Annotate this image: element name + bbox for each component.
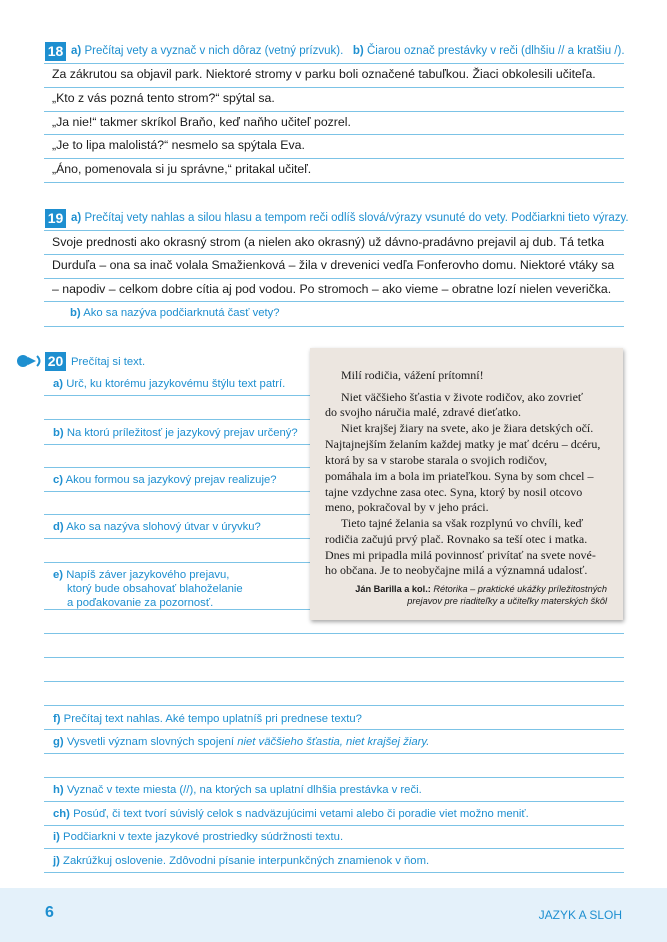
task-20b-text: Na ktorú príležitosť je jazykový prejav určený?: [66, 427, 298, 439]
letter-line: tajne vzdychne zasa otec. Syna, ktorý by nosil otcovo: [325, 485, 583, 499]
letter-source-author: Ján Barilla a kol.:: [355, 584, 431, 594]
task-20e-marker: e): [53, 569, 64, 581]
task-19-instruction: [71, 212, 629, 224]
ruled-line: [44, 633, 624, 634]
ruled-line: [44, 609, 310, 610]
ruled-line: [44, 729, 624, 730]
ruled-line: [44, 134, 624, 135]
task-20ch-text: Posúď, či text tvorí súvislý celok s nadväzujúcimi vetami alebo či poradie viet možno meniť.: [73, 808, 529, 820]
task-19-line-2: Durduľa – ona sa inač volala Smažienková – žila v drevenici vedľa Fonferovho domu. Niektoré vtáky sa: [52, 258, 615, 272]
task-19a-text: Prečítaj vety nahlas a silou hlasu a tempom reči odlíš slová/výrazy vsunuté do vety. Podčiarkni tieto výrazy.: [84, 212, 629, 224]
letter-line: pomáhala im a bola im priateľkou. Syna by som chcel –: [325, 469, 594, 483]
letter-text-panel: [310, 348, 623, 620]
ruled-line: [44, 87, 624, 88]
task-20f: [53, 713, 362, 725]
ruled-line: [44, 230, 624, 231]
task-18-line-2: „Kto z vás pozná tento strom?“ spýtal sa.: [52, 91, 275, 105]
task-18a-text: Prečítaj vety a vyznač v nich dôraz (vetný prízvuk).: [84, 45, 344, 57]
task-20h-marker: h): [53, 784, 64, 796]
task-19a-marker: a): [71, 212, 82, 224]
page-number: 6: [45, 904, 54, 921]
task-20i-marker: i): [53, 831, 60, 843]
letter-source-line-2: [407, 596, 607, 606]
letter-line: ho občana. Je to neobyčajne milá a významná udalosť.: [325, 563, 588, 577]
task-20g-marker: g): [53, 736, 64, 748]
letter-line: Dnes mi pripadla milá povinnosť privítať na svete nové-: [325, 548, 596, 562]
letter-source-title: Rétorika – praktické ukážky príležitostných: [433, 584, 607, 594]
ruled-line: [44, 872, 624, 873]
task-number-20: 20: [45, 352, 66, 371]
task-20b-marker: b): [53, 427, 64, 439]
ruled-line: [44, 158, 624, 159]
ruled-line: [44, 326, 624, 327]
ruled-line: [44, 254, 624, 255]
task-19b-text: Ako sa nazýva podčiarknutá časť vety?: [83, 307, 280, 319]
task-20f-text: Prečítaj text nahlas. Aké tempo uplatníš pri prednese textu?: [63, 713, 362, 725]
task-18-instruction: [71, 45, 625, 57]
task-19-line-3: – napodiv – celkom dobre cítia aj pod vodou. Po stromoch – ako vieme – obratne lozí nielen veverička.: [52, 282, 612, 296]
ruled-line: [44, 705, 624, 706]
task-18a-marker: a): [71, 45, 82, 57]
task-20d-text: Ako sa nazýva slohový útvar v úryvku?: [66, 521, 261, 533]
letter-line: Niet krajšej žiary na svete, ako je žiara detských očí.: [341, 421, 594, 435]
task-20a: [53, 378, 285, 390]
ruled-line: [44, 467, 310, 468]
task-20ch-marker: ch): [53, 808, 70, 820]
task-20i: [53, 831, 343, 843]
task-20c: [53, 474, 277, 486]
ruled-line: [44, 538, 310, 539]
letter-line: do svojho náručia malé, zdravé dieťatko.: [325, 405, 522, 419]
task-20-title: Prečítaj si text.: [71, 356, 146, 368]
task-20c-marker: c): [53, 474, 64, 486]
task-20h: [53, 784, 422, 796]
ruled-line: [44, 562, 310, 563]
ruled-line: [44, 514, 310, 515]
letter-salutation: Milí rodičia, vážení prítomní!: [341, 368, 484, 382]
task-20e-line-2: ktorý bude obsahovať blahoželanie: [67, 583, 243, 595]
task-number-18: 18: [45, 42, 66, 61]
task-20a-text: Urč, ku ktorému jazykovému štýlu text patrí.: [66, 378, 286, 390]
ruled-line: [44, 491, 310, 492]
task-18-line-1: Za zákrutou sa objavil park. Niektoré stromy v parku boli označené tabuľkou. Žiaci obkolesili učiteľa.: [52, 67, 596, 81]
task-18-line-5: „Áno, pomenovala si ju správne,“ pritakal učiteľ.: [52, 162, 312, 176]
ruled-line: [44, 301, 624, 302]
task-20d: [53, 521, 261, 533]
ruled-line: [44, 777, 624, 778]
task-20e-line-3: a poďakovanie za pozornosť.: [67, 597, 214, 609]
task-18-line-4: „Je to lipa malolistá?“ nesmelo sa spýtala Eva.: [52, 138, 305, 152]
ruled-line: [44, 111, 624, 112]
ruled-line: [44, 395, 310, 396]
ruled-line: [44, 825, 624, 826]
task-20g-italic: niet väčšieho šťastia, niet krajšej žiary.: [237, 736, 430, 748]
letter-line: Najtajnejším želaním každej matky je mať dcéru – dcéru,: [325, 437, 601, 451]
ruled-line: [44, 801, 624, 802]
task-20e-line-1: Napíš záver jazykového prejavu,: [66, 569, 230, 581]
ruled-line: [44, 753, 624, 754]
task-19b: [70, 307, 280, 319]
task-20j-marker: j): [53, 855, 60, 867]
task-19b-marker: b): [70, 307, 81, 319]
task-20j-text: Zakrúžkuj oslovenie. Zdôvodni písanie interpunkčných znamienok v ňom.: [63, 855, 430, 867]
ruled-line: [44, 63, 624, 64]
letter-line: meno, pokračoval by v jeho práci.: [325, 500, 489, 514]
task-20ch: [53, 808, 529, 820]
letter-line: ktorá by sa v starobe starala o svojich rodičov,: [325, 453, 548, 467]
page-footer: [0, 888, 667, 942]
ruled-line: [44, 182, 624, 183]
letter-line: rodičia začujú prvý plač. Rovnako sa teší otec i matka.: [325, 532, 588, 546]
task-20d-marker: d): [53, 521, 64, 533]
letter-line: Tieto tajné želania sa však rozplynú vo chvíli, keď: [341, 516, 584, 530]
letter-source-line-1: [355, 584, 607, 594]
task-18b-text: Čiarou označ prestávky v reči (dlhšiu // a kratšiu /).: [366, 45, 625, 57]
task-20i-text: Podčiarkni v texte jazykové prostriedky súdržnosti textu.: [63, 831, 344, 843]
task-19-line-1: Svoje prednosti ako okrasný strom (a nielen ako okrasný) už dávno-pradávno prejavil aj dub. Tá tetka: [52, 235, 605, 249]
letter-line: Niet väčšieho šťastia v živote rodičov, ako zovrieť: [341, 390, 584, 404]
task-20a-marker: a): [53, 378, 64, 390]
task-20f-marker: f): [53, 713, 61, 725]
task-20g: [53, 736, 429, 748]
ruled-line: [44, 681, 624, 682]
ruled-line: [44, 278, 624, 279]
task-18-line-3: „Ja nie!“ takmer skríkol Braňo, keď naňho učiteľ pozrel.: [52, 115, 351, 129]
task-20c-text: Akou formou sa jazykový prejav realizuje?: [65, 474, 277, 486]
ruled-line: [44, 848, 624, 849]
task-20b: [53, 427, 298, 439]
ruled-line: [44, 419, 310, 420]
ruled-line: [44, 444, 310, 445]
speaking-head-icon: [16, 353, 44, 369]
book-title: JAZYK A SLOH: [538, 908, 622, 922]
letter-source-title-cont: prejavov pre riaditeľky a učiteľky materských škôl: [407, 596, 607, 606]
task-20g-text: Vysvetli význam slovných spojení: [66, 736, 235, 748]
task-20e: [53, 568, 243, 610]
task-20j: [53, 855, 429, 867]
ruled-line: [44, 657, 624, 658]
task-number-19: 19: [45, 209, 66, 228]
task-20h-text: Vyznač v texte miesta (//), na ktorých sa uplatní dlhšia prestávka v reči.: [66, 784, 422, 796]
task-18b-marker: b): [352, 45, 364, 57]
